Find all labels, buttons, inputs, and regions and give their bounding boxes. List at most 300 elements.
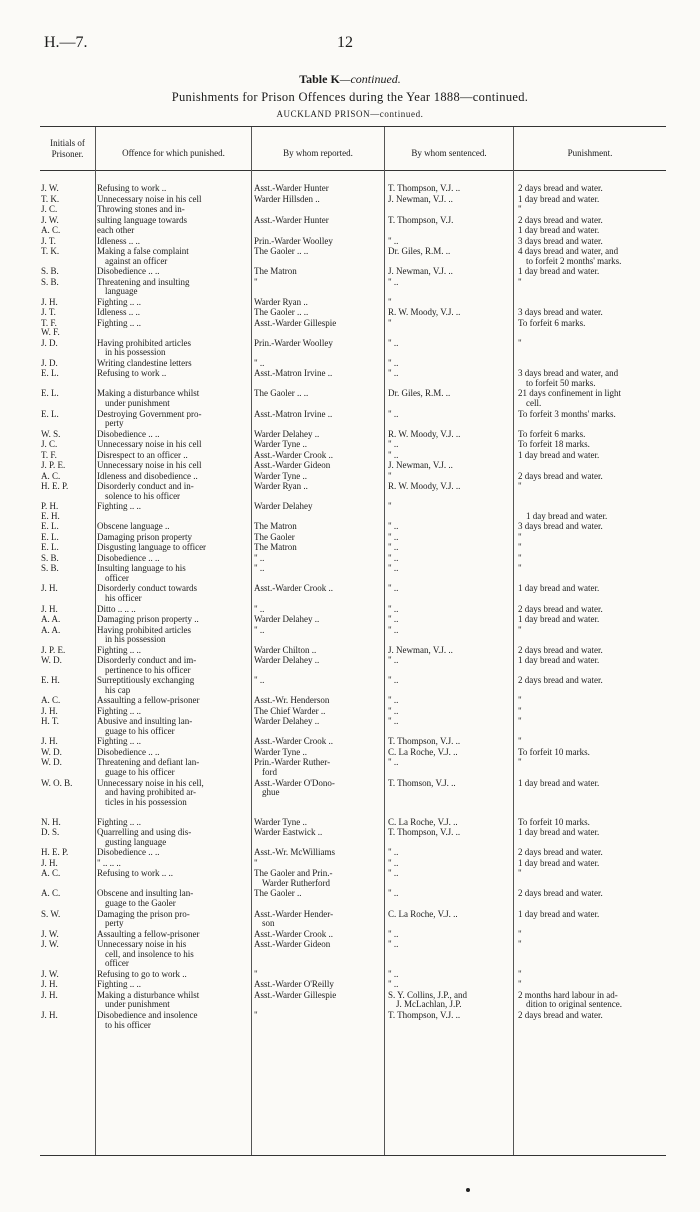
offence-cell [97,339,249,358]
punishment-cell [518,869,664,879]
sentenced-by-text: " .. [388,522,399,532]
table-row [40,339,666,359]
offence-text: Idleness .. .. [97,308,140,318]
table-row [40,298,666,309]
sentenced-by-text: " .. [388,553,399,563]
sentenced-by-text: T. Thompson, V.J. .. [388,737,461,747]
reported-by-cell [254,195,382,205]
offence-cell [97,605,249,615]
initials-cell [41,605,95,615]
table-row [40,226,666,237]
punishment-text: " [518,205,522,214]
initials-text: J. W. [41,969,59,979]
reported-by-cell [254,267,382,277]
offence-text: guage to the Gaoler [105,899,176,909]
table-row [40,707,666,718]
initials-cell [41,522,95,532]
column-header-initials: Initials of Prisoner. [50,138,85,159]
reported-by-cell [254,676,382,686]
punishment-cell [518,440,664,450]
initials-cell [41,980,95,990]
offence-cell [97,1011,249,1030]
sentenced-by-text: Dr. Giles, R.M. .. [388,247,451,256]
punishment-cell [518,369,664,388]
offence-text: Disgusting language to officer [97,543,207,553]
sentenced-by-text: " [388,502,392,512]
reported-by-cell [254,889,382,899]
punishment-text: " [518,532,522,542]
punishment-text: To forfeit 10 marks. [518,817,590,827]
initials-cell [41,656,95,666]
offence-text: Damaging prison property [97,532,192,542]
reported-by-text: Warder Ryan .. [254,297,308,307]
table-row [40,319,666,339]
reported-by-text: Warder Tyne .. [254,817,307,827]
punishment-text: 2 months hard labour in ad- [518,990,618,1000]
offence-text: Fighting .. .. [97,980,142,990]
reported-by-cell [254,389,382,399]
table-row [40,991,666,1011]
initials-text: J. D. [41,358,58,368]
offence-text: under punishment [105,399,170,409]
punishment-cell [518,605,664,615]
reported-by-text: ford [262,768,277,777]
sentenced-by-cell [388,205,513,215]
offence-text: Disobedience .. .. [97,848,160,858]
reported-by-cell [254,656,382,666]
main-title: Punishments for Prison Offences during the Year 1888—continued. [171,90,529,104]
table-row [40,758,666,778]
offence-text: Refusing to work .. [97,369,167,379]
sentenced-by-text: " .. [388,440,399,450]
table-row [40,533,666,544]
punishment-text: " [518,706,522,716]
offence-text: Surreptitiously exchanging [97,676,195,686]
table-row [40,605,666,616]
initials-cell [41,889,95,899]
reported-by-cell [254,554,382,564]
initials-cell [41,237,95,247]
reported-by-text [254,205,382,215]
initials-text: J. H. [41,706,58,716]
initials-cell [41,461,95,471]
reported-by-text: The Gaoler .. .. [254,308,309,318]
punishment-text: 1 day bread and water. [518,909,600,919]
initials-text: E. H. [41,511,60,521]
initials-text: T. F. [41,318,57,328]
initials-cell [41,564,95,574]
offence-cell [97,226,249,236]
punishment-cell [518,216,664,226]
sentenced-by-text: " .. [388,848,399,858]
punishment-text: 1 day bread and water. [518,226,600,235]
reported-by-cell [254,247,382,257]
punishment-cell [518,195,664,205]
initials-cell [41,319,95,338]
offence-text: Unnecessary noise in his cell, [97,778,204,788]
punishment-cell [518,339,664,349]
sentenced-by-cell [388,195,513,205]
initials-cell [41,859,95,869]
reported-by-text: Warder Rutherford [262,878,330,888]
offence-cell [97,216,249,226]
reported-by-cell [254,717,382,727]
initials-cell [41,278,95,288]
reported-by-cell [254,359,382,369]
initials-text: A. A. [41,625,61,635]
sentenced-by-text: J. Newman, V.J. .. [388,461,453,471]
sentenced-by-cell [388,472,513,482]
initials-cell [41,737,95,747]
punishment-text: To forfeit 18 marks. [518,440,590,450]
sentenced-by-cell [388,980,513,990]
sentenced-by-cell [388,339,513,349]
punishment-text: 3 days bread and water, and [518,369,619,379]
punishment-cell [518,910,664,920]
sentenced-by-text: R. W. Moody, V.J. .. [388,308,461,318]
sentenced-by-text: " .. [388,236,399,246]
sentenced-by-text: C. La Roche, V.J. .. [388,909,458,919]
offence-text: perty [105,919,124,929]
offence-text: guage to his officer [105,726,175,736]
punishment-text: " [518,869,522,879]
sentenced-by-cell [388,828,513,838]
offence-text: Throwing stones and in- [97,205,185,214]
reported-by-cell [254,543,382,553]
punishment-cell [518,267,664,277]
offence-cell [97,869,249,879]
punishment-cell [518,298,664,308]
sentenced-by-cell [388,676,513,686]
reported-by-cell [254,980,382,990]
sentenced-by-cell [388,615,513,625]
table-row [40,554,666,565]
initials-cell [41,430,95,440]
punishment-text: cell. [526,399,542,409]
punishment-text: 1 day bread and water. [518,615,600,625]
offence-text: officer [105,573,129,583]
punishment-cell [518,278,664,288]
offence-cell [97,656,249,675]
reported-by-text: Warder Delahey .. [254,656,320,666]
table-row [40,584,666,604]
table-row [40,237,666,248]
offence-cell [97,626,249,645]
prison-title: AUCKLAND PRISON—continued. [276,109,424,119]
offence-text: Fighting .. .. [97,502,142,512]
initials-cell [41,184,95,194]
reported-by-cell [254,430,382,440]
sentenced-by-text: " .. [388,676,399,686]
sentenced-by-text [388,205,513,215]
table-top-rule [40,126,666,127]
initials-cell [41,696,95,706]
table-name: Table K [299,72,340,86]
offence-text: Unnecessary noise in his cell [97,440,202,450]
reported-by-cell [254,451,382,461]
sentenced-by-cell [388,247,513,257]
initials-text: J. T. [41,308,56,318]
punishment-text: " [518,564,522,574]
reported-by-text: Warder Tyne .. [254,747,307,757]
reported-by-text: Warder Tyne .. [254,440,307,450]
initials-text: J. H. [41,297,58,307]
offence-cell [97,359,249,369]
initials-text: H. E. P. [41,848,69,858]
reported-by-text: " .. [254,358,265,368]
reported-by-cell [254,707,382,717]
sentenced-by-text: " .. [388,656,399,666]
sentenced-by-cell [388,226,513,236]
offence-text: language [105,287,138,297]
punishment-cell [518,818,664,828]
punishment-cell [518,410,664,420]
punishment-text: 2 days bread and water. [518,604,603,614]
initials-text: S. B. [41,564,59,574]
reported-by-text: The Matron [254,522,297,532]
reported-by-cell [254,308,382,318]
offence-text: Fighting .. .. [97,706,142,716]
reported-by-text: Asst.-Warder Hunter [254,215,329,225]
punishment-cell [518,848,664,858]
punishment-cell [518,308,664,318]
sentenced-by-cell [388,369,513,379]
sentenced-by-text [388,226,513,236]
offence-text: Making a false complaint [97,247,189,256]
offence-text: and having prohibited ar- [105,788,197,798]
offence-cell [97,482,249,501]
sentenced-by-text: " .. [388,450,399,460]
punishment-cell [518,656,664,666]
punishment-text: " [518,940,522,950]
sentenced-by-cell [388,910,513,920]
initials-cell [41,533,95,543]
punishment-cell [518,615,664,625]
punishment-text: 3 days bread and water. [518,522,603,532]
offence-text: Disobedience .. .. [97,553,160,563]
offence-cell [97,676,249,695]
offence-text: Disorderly conduct towards [97,584,197,594]
offence-cell [97,889,249,908]
offence-text: sulting language towards [97,215,187,225]
initials-text: W. D. [41,758,62,768]
initials-cell [41,247,95,257]
offence-cell [97,991,249,1010]
offence-cell [97,859,249,869]
offence-text: Disobedience .. .. [97,747,160,757]
offence-text: Idleness .. .. [97,236,140,246]
sentenced-by-text: T. Thompson, V.J. .. [388,1010,461,1020]
punishment-text: 2 days bread and water. [518,471,603,481]
sentenced-by-cell [388,991,513,1010]
table-row [40,748,666,759]
initials-text: J. D. [41,338,58,348]
reported-by-cell [254,533,382,543]
sentenced-by-cell [388,267,513,277]
offence-cell [97,522,249,532]
offence-text: Disrespect to an officer .. [97,450,188,460]
sentenced-by-text: " .. [388,369,399,379]
punishment-cell [518,472,664,482]
sentenced-by-text: " .. [388,758,399,768]
initials-text: J. H. [41,858,58,868]
punishment-text: 1 day bread and water. [518,828,600,838]
sentenced-by-text: " .. [388,869,399,879]
offence-cell [97,848,249,858]
table-row [40,656,666,676]
punishment-cell [518,502,664,521]
punishment-text [518,461,664,471]
reported-by-text: Warder Delahey .. [254,429,320,439]
sentenced-by-text: " .. [388,969,399,979]
offence-text: Fighting .. .. [97,318,142,328]
sentenced-by-text: J. Newman, V.J. .. [388,645,453,655]
column-header-sentenced: By whom sentenced. [411,148,487,158]
initials-text: J. H. [41,737,58,747]
reported-by-cell [254,319,382,329]
offence-cell [97,828,249,847]
offence-text: Refusing to work .. .. [97,869,173,879]
sentenced-by-text: " .. [388,858,399,868]
offence-text: his officer [105,594,142,604]
punishment-text: " [518,482,522,492]
punishment-text: 2 days bread and water. [518,215,603,225]
punishment-cell [518,226,664,236]
offence-cell [97,389,249,408]
reported-by-text: son [262,919,275,929]
reported-by-cell [254,828,382,838]
offence-text: officer [105,959,129,969]
punishment-cell [518,461,664,471]
punishment-cell [518,970,664,980]
sentenced-by-text: J. Newman, V.J. .. [388,267,453,277]
sentenced-by-text: " .. [388,717,399,727]
offence-cell [97,910,249,929]
sentenced-by-cell [388,410,513,420]
table-row [40,482,666,502]
punishment-cell [518,359,664,369]
reported-by-cell [254,184,382,194]
offence-text: Disobedience .. .. [97,429,160,439]
initials-text: J. C. [41,205,58,214]
offence-cell [97,461,249,471]
reported-by-text: " .. [254,553,265,563]
punishment-cell [518,758,664,768]
reported-by-cell [254,859,382,869]
sentenced-by-cell [388,869,513,879]
initials-text: S. B. [41,267,59,277]
offence-text: Refusing to go to work .. [97,969,187,979]
table-row [40,626,666,646]
header-bottom-rule [40,170,666,171]
initials-text: E. L. [41,389,59,399]
punishment-cell [518,237,664,247]
table-row [40,359,666,370]
sentenced-by-text: " .. [388,889,399,899]
sentenced-by-cell [388,970,513,980]
reported-by-cell [254,278,382,288]
reported-by-cell [254,646,382,656]
sentenced-by-text: " .. [388,543,399,553]
reported-by-cell [254,564,382,574]
reported-by-cell [254,226,382,236]
initials-text: E. L. [41,369,59,379]
table-row [40,522,666,533]
initials-cell [41,369,95,379]
sentenced-by-cell [388,707,513,717]
table-row [40,247,666,267]
sentenced-by-cell [388,216,513,226]
initials-text: J. P. E. [41,461,66,471]
sentenced-by-cell [388,482,513,492]
table-row [40,389,666,409]
initials-text: S. B. [41,553,59,563]
initials-text: N. H. [41,817,61,827]
reported-by-cell [254,818,382,828]
offence-text: Damaging prison property .. [97,615,199,625]
reported-by-text: Prin.-Warder Ruther- [254,758,331,768]
table-row [40,278,666,298]
reported-by-text: Asst.-Warder Gillespie [254,318,337,328]
sentenced-by-cell [388,308,513,318]
punishment-cell [518,930,664,940]
punishment-text: 3 days bread and water. [518,308,603,318]
table-row [40,564,666,584]
offence-text: Making a disturbance whilst [97,990,200,1000]
initials-text: W. F. [41,328,60,338]
punishment-text: " [518,929,522,939]
reported-by-text: Asst.-Warder Crook .. [254,737,334,747]
offence-text: Unnecessary noise in his cell [97,194,202,204]
punishment-text: 1 day bread and water. [518,450,600,460]
sentenced-by-text: R. W. Moody, V.J. .. [388,429,461,439]
punishment-cell [518,389,664,408]
reported-by-text: Asst.-Warder Gideon [254,461,331,471]
punishment-text: 1 day bread and water. [518,267,600,277]
table-row [40,970,666,981]
punishment-text [518,502,664,512]
sentenced-by-cell [388,848,513,858]
sentenced-by-cell [388,278,513,288]
initials-cell [41,451,95,461]
offence-text: " .. .. .. [97,858,121,868]
offence-cell [97,696,249,706]
punishment-text: 2 days bread and water. [518,848,603,858]
punishment-cell [518,584,664,594]
punishment-cell [518,319,664,329]
reported-by-cell [254,502,382,512]
reported-by-text: The Matron [254,267,297,277]
offence-text: Threatening and insulting [97,277,190,287]
sentenced-by-cell [388,758,513,768]
punishment-text: 1 day bread and water. [518,584,600,594]
punishment-text [518,359,664,369]
initials-text: J. H. [41,980,58,990]
sentenced-by-text: J. McLachlan, J.P. [396,1000,462,1010]
initials-cell [41,410,95,420]
column-header-reported: By whom reported. [283,148,353,158]
punishment-cell [518,1011,664,1021]
sentenced-by-cell [388,748,513,758]
reported-by-text: " [254,858,258,868]
punishment-text: " [518,553,522,563]
sentenced-by-cell [388,859,513,869]
reported-by-text: Asst.-Warder Crook .. [254,929,334,939]
reported-by-text: Asst.-Warder Hender- [254,909,334,919]
offence-cell [97,748,249,758]
reported-by-cell [254,940,382,950]
initials-cell [41,779,95,789]
